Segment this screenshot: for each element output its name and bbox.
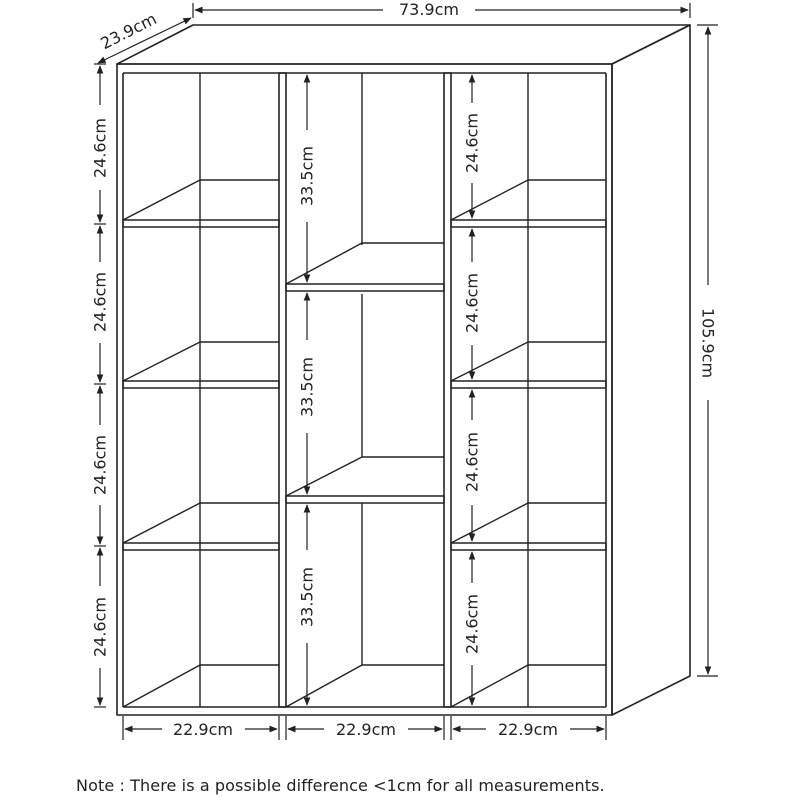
- column-width-1-label: 22.9cm: [172, 720, 234, 739]
- right-cell-4-label: 24.6cm: [462, 593, 482, 655]
- left-cell-2-label: 24.6cm: [90, 271, 110, 333]
- right-cell-3-label: 24.6cm: [462, 431, 482, 493]
- dimension-lines: [94, 3, 718, 740]
- left-column: [123, 73, 279, 707]
- measurement-note: Note : There is a possible difference <1cm for all measurements.: [76, 776, 605, 795]
- left-cell-1-label: 24.6cm: [90, 117, 110, 179]
- right-cell-1-label: 24.6cm: [462, 112, 482, 174]
- right-divider: [444, 73, 451, 707]
- dimension-labels: [90, 0, 719, 740]
- middle-cell-3-label: 33.5cm: [297, 566, 317, 628]
- middle-cell-2-label: 33.5cm: [297, 356, 317, 418]
- right-cell-2-label: 24.6cm: [462, 272, 482, 334]
- bookcase-outline: [117, 25, 690, 715]
- top-panel: [117, 25, 690, 64]
- left-divider: [279, 73, 286, 707]
- middle-cell-1-label: 33.5cm: [297, 145, 317, 207]
- column-width-3-label: 22.9cm: [497, 720, 559, 739]
- depth-label: 23.9cm: [97, 9, 160, 54]
- column-width-2-label: 22.9cm: [335, 720, 397, 739]
- width-label: 73.9cm: [398, 0, 460, 19]
- front-frame: [117, 64, 612, 715]
- left-cell-4-label: 24.6cm: [90, 596, 110, 658]
- left-cell-3-label: 24.6cm: [90, 434, 110, 496]
- height-label: 105.9cm: [698, 307, 718, 379]
- right-side-panel: [612, 25, 690, 715]
